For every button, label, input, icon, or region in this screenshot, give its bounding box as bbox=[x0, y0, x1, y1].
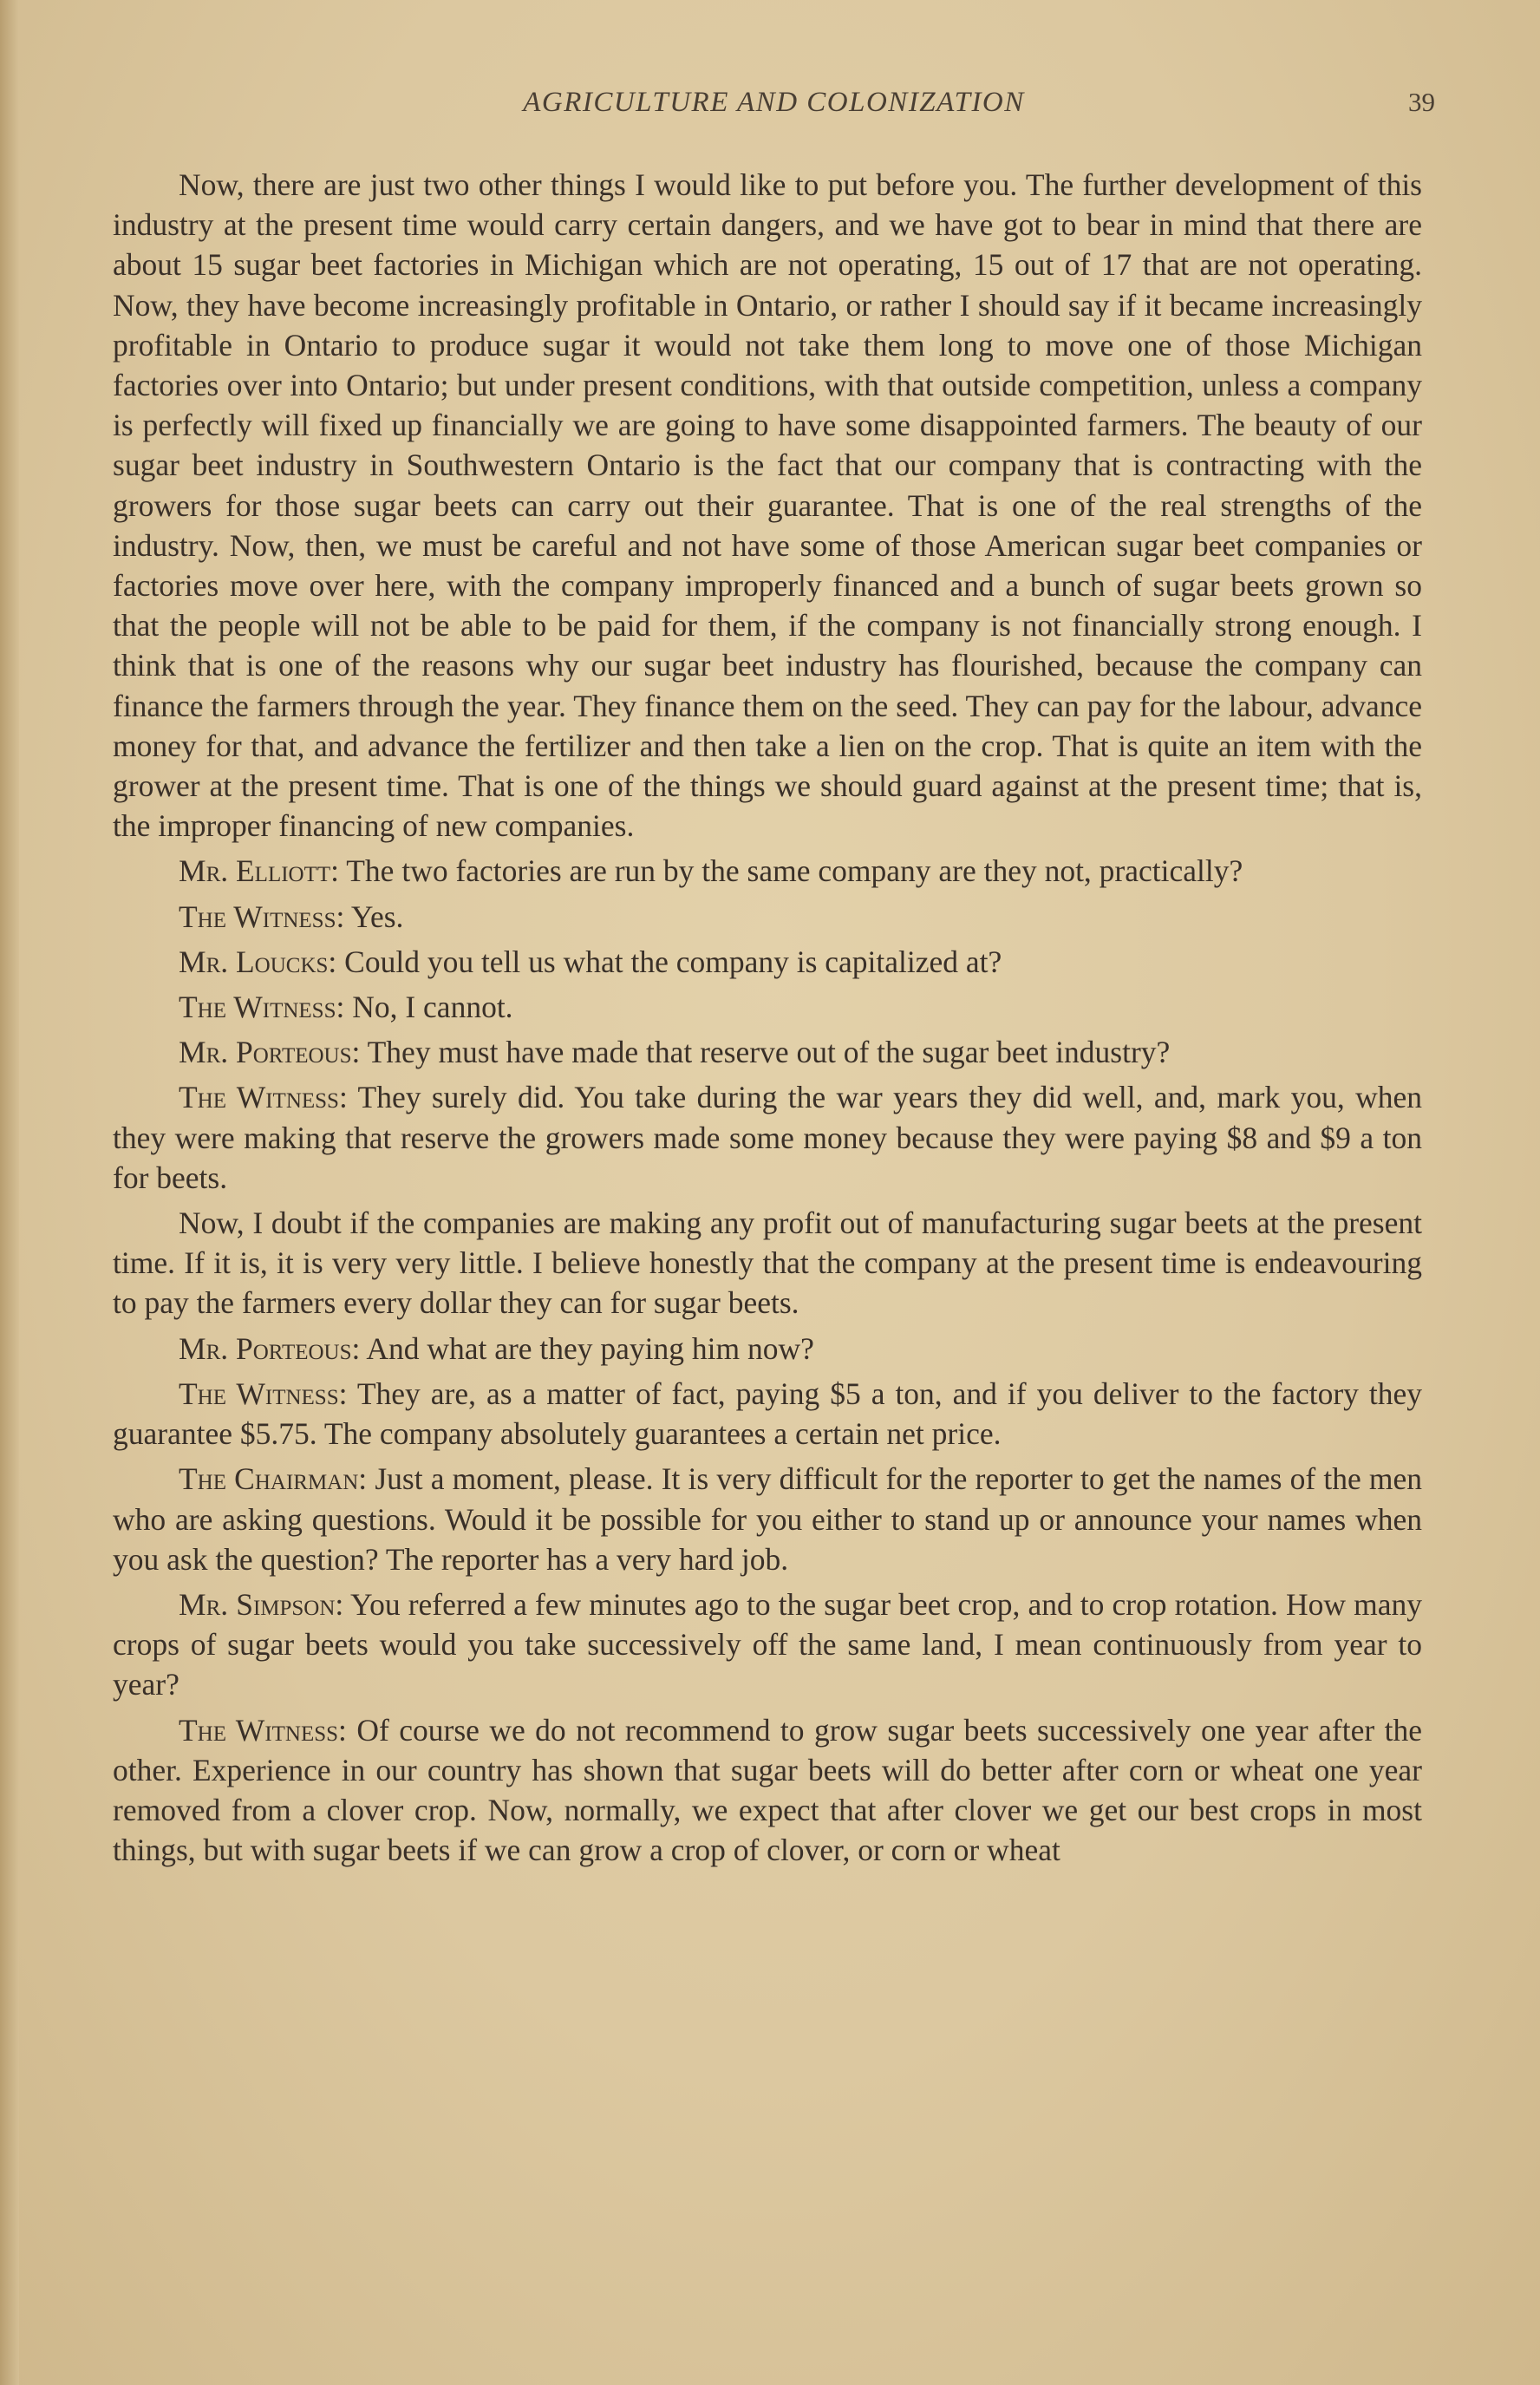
paragraph-text: Could you tell us what the company is capitalized at? bbox=[344, 944, 1002, 979]
speaker-label: Mr. Porteous: bbox=[179, 1035, 361, 1070]
page-binding-edge bbox=[0, 0, 19, 2385]
speaker-label: Mr. Simpson: bbox=[179, 1586, 344, 1622]
paragraph bbox=[113, 1585, 1422, 1705]
speaker-label: The Witness: bbox=[179, 898, 345, 934]
paragraph-text: Yes. bbox=[350, 898, 404, 934]
paragraph-text: They are, as a matter of fact, paying $5 a ton, and if you deliver to the factory they guarantee $5.75. The company absolutely guarantees a certain net price. bbox=[113, 1375, 1423, 1452]
body-text bbox=[113, 165, 1422, 1875]
paragraph bbox=[113, 987, 1422, 1027]
speaker-label: The Witness: bbox=[179, 1712, 347, 1748]
paragraph bbox=[113, 1032, 1422, 1072]
paragraph-text: They surely did. You take during the war years they did well, and, mark you, when they were making that reserve the growers made some money because they were paying $8 and $9 a ton for beets. bbox=[113, 1080, 1422, 1195]
speaker-label: The Witness: bbox=[179, 1080, 348, 1115]
paragraph-text: No, I cannot. bbox=[352, 990, 513, 1025]
paragraph-text: And what are they paying him now? bbox=[366, 1330, 814, 1366]
paragraph bbox=[113, 1459, 1422, 1579]
paragraph-text: Now, there are just two other things I would like to put before you. The further development of this industry at the present time would carry certain dangers, and we have got to bear in mind that there are about 15 sugar beet factories in Michigan which are not operating, 15 out of 17 that are not operating. Now, they have become increasingly profitable in Ontario, or rather I should say if it became increasingly profitable in Ontario to produce sugar it would not take them long to move one of those Michigan factories over into Ontario; but under present conditions, with that outside competition, unless a company is perfectly will fixed up financially we are going to have some disappointed farmers. The beauty of our sugar beet industry in Southwestern Ontario is the fact that our company that is contracting with the growers for those sugar beets can carry out their guarantee. That is one of the real strengths of the industry. Now, then, we must be careful and not have some of those American sugar beet companies or factories move over here, with the company improperly financed and a bunch of sugar beets grown so that the people will not be able to be paid for them, if the company is not financially strong enough. I think that is one of the reasons why our sugar beet industry has flourished, because the company can finance the farmers through the year. They finance them on the seed. They can pay for the labour, advance money for that, and advance the fertilizer and then take a lien on the crop. That is quite an item with the grower at the present time. That is one of the things we should guard against at the present time; that is, the improper financing of new companies. bbox=[113, 167, 1422, 844]
paragraph-text: Now, I doubt if the companies are making any profit out of manufacturing sugar beets at the present time. If it is, it is very very little. I believe honestly that the company at the present time is endeavouring to pay the farmers every dollar they can for sugar beets. bbox=[113, 1206, 1422, 1321]
paragraph bbox=[113, 1374, 1422, 1454]
page-number: 39 bbox=[1408, 87, 1435, 117]
paragraph bbox=[113, 1203, 1422, 1323]
speaker-label: The Witness: bbox=[179, 990, 345, 1025]
running-head bbox=[113, 87, 1435, 139]
speaker-label: The Chairman: bbox=[179, 1461, 368, 1497]
speaker-label: Mr. Elliott: bbox=[179, 853, 340, 889]
paragraph bbox=[113, 897, 1422, 937]
paragraph bbox=[113, 165, 1422, 846]
paragraph-text: You referred a few minutes ago to the sugar beet crop, and to crop rotation. How many crops of sugar beets would you take successively off the same land, I mean continuously from year to year? bbox=[113, 1586, 1422, 1702]
paragraph bbox=[113, 851, 1422, 891]
paragraph bbox=[113, 942, 1422, 982]
running-head-title: AGRICULTURE AND COLONIZATION bbox=[523, 87, 1025, 118]
paragraph-text: Just a moment, please. It is very difficult for the reporter to get the names of the men who are asking questions. Would it be possible for you either to stand up or announce your names when you ask the question? The reporter has a very hard job. bbox=[113, 1461, 1423, 1577]
paragraph-text: Of course we do not recommend to grow sugar beets successively one year after the other. Experience in our country has shown that sugar beets will do better after corn or wheat one year removed from a clover crop. Now, normally, we expect that after clover we get our best crops in most things, but with sugar beets if we can grow a crop of clover, or corn or wheat bbox=[113, 1712, 1422, 1868]
speaker-label: Mr. Porteous: bbox=[179, 1330, 361, 1366]
paragraph-text: The two factories are run by the same company are they not, practically? bbox=[346, 853, 1243, 889]
paragraph bbox=[113, 1077, 1422, 1198]
paragraph bbox=[113, 1329, 1422, 1369]
speaker-label: The Witness: bbox=[179, 1375, 348, 1411]
speaker-label: Mr. Loucks: bbox=[179, 944, 337, 979]
paragraph-text: They must have made that reserve out of the sugar beet industry? bbox=[367, 1035, 1171, 1070]
paragraph bbox=[113, 1710, 1422, 1871]
